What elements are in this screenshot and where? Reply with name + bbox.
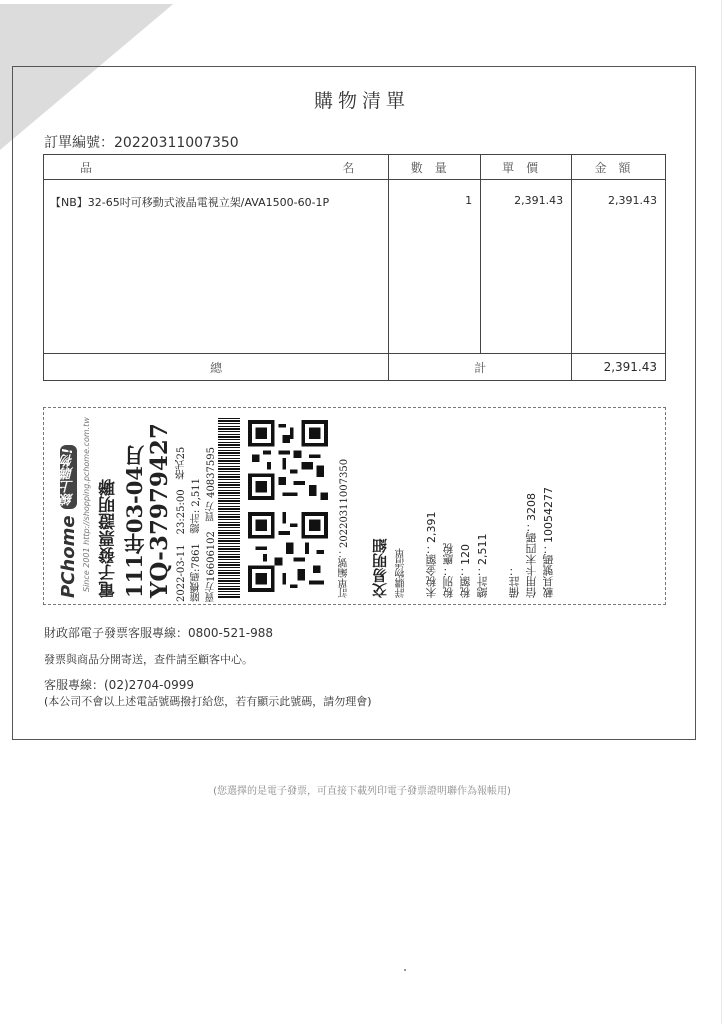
header-name (44, 155, 389, 180)
order-number (44, 132, 239, 152)
header-qty: 數量 (389, 155, 481, 180)
invoice-barcode (218, 418, 240, 598)
total-label-left: 總 (44, 354, 389, 381)
invoice-order-number: 訂單編號：20220311007350 (339, 458, 350, 598)
remark: 備註： (508, 565, 521, 598)
table-row (44, 180, 666, 354)
transaction-title: 交易明細 (371, 538, 389, 598)
tax-type: 稅別：應稅 (442, 543, 455, 598)
tax-amount: 稅額：120 (459, 544, 472, 598)
total-amount: 2,391.43 (572, 354, 666, 381)
invoice-period: 111年03-04月 (122, 445, 147, 598)
phone-disclaimer: (本公司不會以上述電話號碼撥打給您，若有顯示此號碼，請勿理會) (44, 695, 372, 708)
logo-url: Since 2001 http://shopping.pchome.com.tw (82, 417, 91, 592)
invoice-number: YQ-37979427 (146, 423, 173, 598)
header-amount: 金額 (572, 155, 666, 180)
qr-code-top (248, 420, 328, 500)
qr-code-icon (248, 512, 328, 592)
header-unit-price: 單價 (481, 155, 572, 180)
order-value: 20220311007350 (114, 135, 239, 151)
shipping-note: 發票與商品分開寄送，查件請至顧客中心。 (44, 653, 253, 666)
total-row (44, 354, 666, 381)
invoice-seller-buyer: 賣方16606102 買方 40837595 (206, 447, 217, 602)
qr-code-bottom (248, 512, 328, 592)
untaxed-amount: 未稅金額：2,391 (425, 511, 438, 598)
item-unit-price: 2,391.43 (481, 180, 572, 354)
carrier-number: 載具號碼：10054277 (542, 487, 555, 598)
header-name-left: 品 (80, 161, 93, 175)
page-edge (721, 0, 722, 1024)
logo-since: Since 2001 (82, 547, 91, 592)
e-invoice-receipt (43, 407, 666, 605)
item-qty: 1 (389, 180, 481, 354)
total-label-right: 計 (389, 354, 572, 381)
header-name-right: 名 (342, 161, 355, 175)
scan-speck (404, 969, 406, 971)
item-name: 【NB】32-65吋可移動式液晶電視立架/AVA1500-60-1P (44, 180, 389, 354)
invoice-title: 電子發票證明聯 (99, 479, 119, 598)
logo-tagline: 線上購物! (60, 445, 77, 509)
grand-total: 總計：2,511 (476, 533, 489, 598)
document-title: 購物清單 (313, 90, 410, 112)
qr-code-icon (248, 420, 328, 500)
transaction-subtitle: 詳購物清單 (396, 548, 407, 598)
table-header-row (44, 155, 666, 180)
service-hotline: 客服專線：(02)2704-0999 (44, 678, 195, 692)
card-last-four: 信用卡末四碼：3208 (525, 493, 538, 598)
item-amount: 2,391.43 (572, 180, 666, 354)
tax-hotline: 財政部電子發票客服專線：0800-521-988 (44, 626, 274, 640)
invoice-random-code: 隨機碼:7861 總計: 2,511 (191, 478, 202, 602)
pchome-logo: PChome 線上購物! (58, 418, 79, 598)
bottom-note: (您選擇的是電子發票，可直接下載列印電子發票證明聯作為報帳用) (213, 786, 511, 797)
invoice-datetime: 2022-03-11 23:25:00 格式25 (176, 446, 187, 602)
items-table (43, 154, 666, 381)
order-label: 訂單編號： (44, 135, 114, 151)
